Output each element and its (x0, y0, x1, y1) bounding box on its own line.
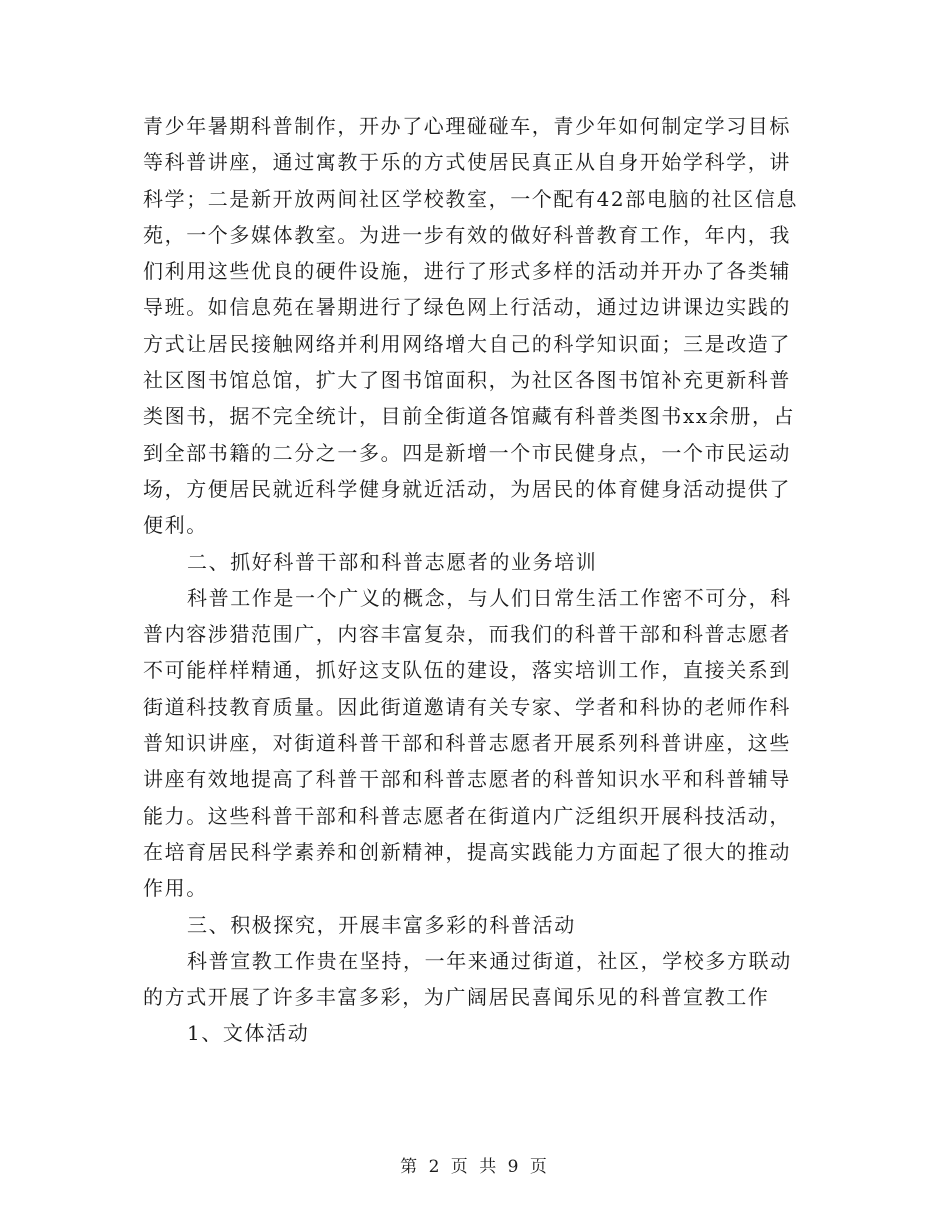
page-number-footer: 第 2 页 共 9 页 (400, 1157, 550, 1177)
text-line: 科学；二是新开放两间社区学校教室，一个配有42部电脑的社区信息 (143, 186, 799, 211)
text-line: 便利。 (143, 513, 208, 538)
text-line: 到全部书籍的二分之一多。四是新增一个市民健身点，一个市民运动 (143, 440, 791, 465)
text-line: 的方式开展了许多丰富多彩，为广阔居民喜闻乐见的科普宣教工作 (143, 985, 770, 1010)
section-heading: 二、抓好科普干部和科普志愿者的业务培训 (187, 549, 598, 574)
text-line: 讲座有效地提高了科普干部和科普志愿者的科普知识水平和科普辅导 (143, 767, 791, 792)
text-line: 等科普讲座，通过寓教于乐的方式使居民真正从自身开始学科学，讲 (143, 150, 791, 175)
paragraph-start-line: 科普工作是一个广义的概念，与人们日常生活工作密不可分，科 (187, 585, 792, 610)
text-line: 场，方便居民就近科学健身就近活动，为居民的体育健身活动提供了 (143, 476, 791, 501)
text-line: 普内容涉猎范围广，内容丰富复杂，而我们的科普干部和科普志愿者 (143, 622, 791, 647)
text-line: 街道科技教育质量。因此街道邀请有关专家、学者和科协的老师作科 (143, 694, 791, 719)
paragraph-start-line: 科普宣教工作贵在坚持，一年来通过街道，社区，学校多方联动 (187, 948, 792, 973)
text-line: 们利用这些优良的硬件设施，进行了形式多样的活动并开办了各类辅 (143, 259, 791, 284)
text-line: 导班。如信息苑在暑期进行了绿色网上行活动，通过边讲课边实践的 (143, 295, 791, 320)
subsection-heading: 1、文体活动 (187, 1021, 310, 1046)
text-line: 青少年暑期科普制作，开办了心理碰碰车，青少年如何制定学习目标 (143, 114, 791, 138)
text-line: 社区图书馆总馆，扩大了图书馆面积，为社区各图书馆补充更新科普 (143, 368, 791, 393)
text-line: 不可能样样精通，抓好这支队伍的建设，落实培训工作，直接关系到 (143, 658, 791, 683)
text-line: 能力。这些科普干部和科普志愿者在街道内广泛组织开展科技活动， (143, 803, 791, 828)
text-line: 苑，一个多媒体教室。为进一步有效的做好科普教育工作，年内，我 (143, 222, 791, 247)
text-line: 普知识讲座，对街道科普干部和科普志愿者开展系列科普讲座，这些 (143, 731, 791, 756)
text-line: 作用。 (143, 876, 208, 901)
text-line: 在培育居民科学素养和创新精神，提高实践能力方面起了很大的推动 (143, 839, 791, 864)
section-heading: 三、积极探究，开展丰富多彩的科普活动 (187, 912, 576, 937)
text-line: 类图书，据不完全统计，目前全街道各馆藏有科普类图书xx余册，占 (143, 404, 796, 429)
body-text (143, 108, 803, 1052)
text-line: 方式让居民接触网络并利用网络增大自己的科学知识面；三是改造了 (143, 331, 791, 356)
